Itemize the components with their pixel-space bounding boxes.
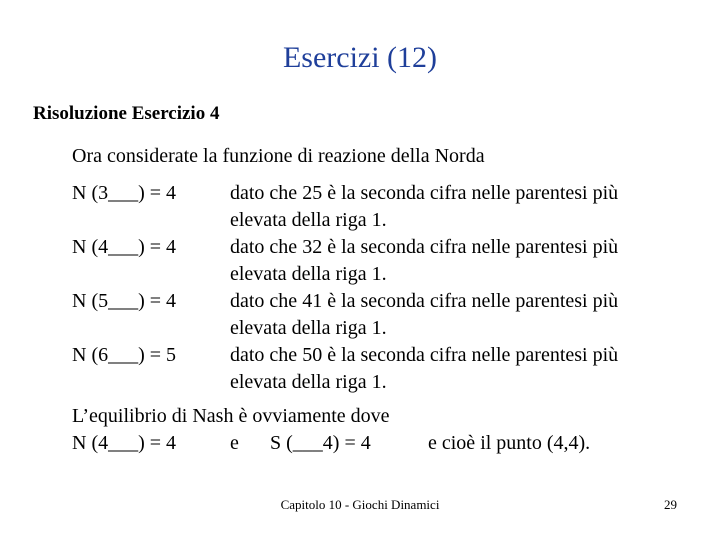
equation-part-n: N (4___) = 4 xyxy=(72,432,177,454)
reaction-explanation: dato che 32 è la seconda cifra nelle parentesi più elevata della riga 1. xyxy=(230,236,619,285)
equilibrium-equation xyxy=(72,430,672,457)
intro-text: Ora considerate la funzione di reazione della Norda xyxy=(72,145,485,167)
reaction-explanation: dato che 25 è la seconda cifra nelle parentesi più elevata della riga 1. xyxy=(230,182,619,231)
reaction-lhs: N (4___) = 4 xyxy=(72,236,177,258)
slide-subtitle: Risoluzione Esercizio 4 xyxy=(33,103,220,124)
equation-part-s: S (___4) = 4 xyxy=(270,432,371,454)
reaction-lhs: N (6___) = 5 xyxy=(72,344,177,366)
equation-part-e: e xyxy=(230,432,239,454)
slide-footer: Capitolo 10 - Giochi Dinamici xyxy=(280,497,440,512)
equation-part-point: e cioè il punto (4,4). xyxy=(428,432,591,454)
reaction-explanation: dato che 41 è la seconda cifra nelle parentesi più elevata della riga 1. xyxy=(230,290,619,339)
reaction-explanation: dato che 50 è la seconda cifra nelle parentesi più elevata della riga 1. xyxy=(230,344,619,393)
reaction-lhs: N (5___) = 4 xyxy=(72,290,177,312)
reaction-lhs: N (3___) = 4 xyxy=(72,182,177,204)
conclusion-text: L’equilibrio di Nash è ovviamente dove xyxy=(72,405,390,427)
slide-title: Esercizi (12) xyxy=(282,41,438,74)
page-number: 29 xyxy=(664,497,677,512)
